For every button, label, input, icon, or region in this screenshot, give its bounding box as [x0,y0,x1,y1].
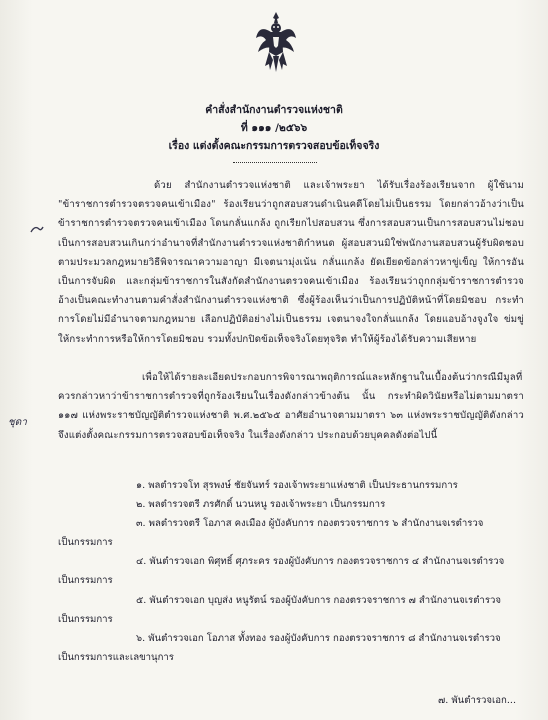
member-item [58,495,524,514]
order-title: คำสั่งสำนักงานตำรวจแห่งชาติ [205,104,343,116]
member-role: เป็นกรรมการ [58,537,113,549]
page-continuation: ๗. พันตำรวจเอก... [438,695,516,706]
member-item [58,591,524,630]
paragraph-appointment: เพื่อให้ได้รายละเอียดประกอบการพิจารณาพฤติการณ์และหลักฐานในเบื้องต้นว่ากรณีมีมูลที่ควรกล่าวหาว่าข้าราชการตำรวจที่ถูกร้องเรียนในเรื่องดังกล่าวข้างต้น นั้น กระทำผิดวินัยหรือไม่ตามมาตรา ๑๑๗ แห่งพระราชบัญญัติตำรวจแห่งชาติ พ.ศ.๒๕๖๕ อาศัยอำนาจตามมาตรา ๖๓ แห่งพระราชบัญญัติดังกล่าว จึงแต่งตั้งคณะกรรมการตรวจสอบข้อเท็จจริง ในเรื่องดังกล่าว ประกอบด้วยบุคคลดังต่อไปนี้ [58,372,524,441]
member-item [58,514,524,553]
member-line: ๔. พันตำรวจเอก พิศุทธิ์ ศุภระคร รองผู้บังคับการ กองตรวจราชการ ๔ สำนักงานจเรตำรวจ [136,556,505,567]
member-role: เป็นกรรมการและเลขานุการ [58,652,174,664]
member-role: เป็นกรรมการ [58,614,113,626]
garuda-emblem-icon [254,10,298,76]
member-line: ๖. พันตำรวจเอก โอภาส ทั้งทอง รองผู้บังคับการ กองตรวจราชการ ๘ สำนักงานจเรตำรวจ [136,633,501,644]
member-role: เป็นกรรมการ [58,575,113,587]
margin-handwritten-note: ชุดา [8,417,27,428]
order-subject: เรื่อง แต่งตั้งคณะกรรมการตรวจสอบข้อเท็จจริง [168,140,380,152]
margin-mark-icon [30,224,44,234]
paragraph-complaint: ด้วย สำนักงานตำรวจแห่งชาติ และเจ้าพระยา ได้รับเรื่องร้องเรียนจาก ผู้ใช้นาม "ข้าราชการตำรวจตรวจคนเข้าเมือง" ร้องเรียนว่าถูกสอบสวนดำเนินคดีโดยไม่เป็นธรรม โดยกล่าวอ้างว่าเป็นข้าราชการตำรวจตรวจคนเข้าเมือง โดนกลั่นแกล้ง ถูกเรียกไปสอบสวน ซึ่งการสอบสวนเป็นการสอบสวนไม่ชอบ เป็นการสอบสวนเกินกว่าอำนาจที่สำนักงานตำรวจแห่งชาติกำหนด ผู้สอบสวนมิใช่พนักงานสอบสวนผู้รับผิดชอบตามประมวลกฎหมายวิธีพิจารณาความอาญา มีเจตนามุ่งเน้น กลั่นแกล้ง ยัดเยียดข้อกล่าวหาขู่เข็ญ ให้การอันเป็นการจับผิด และกลุ่มข้าราชการในสังกัดสำนักงานตรวจคนเข้าเมือง ร้องเรียนว่าถูกกลุ่มข้าราชการตำรวจอ้างเป็นคณะทำงานตามคำสั่งสำนักงานตำรวจแห่งชาติ ซึ่งผู้ร้องเห็นว่าเป็นการปฏิบัติหน้าที่โดยมิชอบ กระทำการโดยไม่มีอำนาจตามกฎหมาย เลือกปฏิบัติอย่างไม่เป็นธรรม เจตนาจงใจกลั่นแกล้ง โดยแอบอ้างจูงใจ ข่มขู่ ให้กระทำการหรือให้การโดยมิชอบ รวมทั้งปกปิดข้อเท็จจริงโดยทุจริต ทำให้ผู้ร้องได้รับความเสียหาย [58,180,524,345]
member-line: ๑. พลตำรวจโท สุรพงษ์ ชัยจันทร์ รองเจ้าพระยาแห่งชาติ เป็นประธานกรรมการ [136,480,458,491]
member-item [58,629,524,668]
member-line: ๓. พลตำรวจตรี โอภาส คงเมือง ผู้บังคับการ กองตรวจราชการ ๖ สำนักงานจเรตำรวจ [136,518,484,529]
order-number: ที่ ๑๑๑ /๒๕๖๖ [240,122,308,134]
member-line: ๕. พันตำรวจเอก บุญส่ง หนูรัตน์ รองผู้บังคับการ กองตรวจราชการ ๗ สำนักงานจเรตำรวจ [136,595,501,606]
title-divider [233,162,317,163]
member-item [58,476,524,495]
member-item [58,552,524,591]
member-line: ๒. พลตำรวจตรี ภรศักดิ์ นวนหนู รองเจ้าพระยา เป็นกรรมการ [136,499,386,510]
